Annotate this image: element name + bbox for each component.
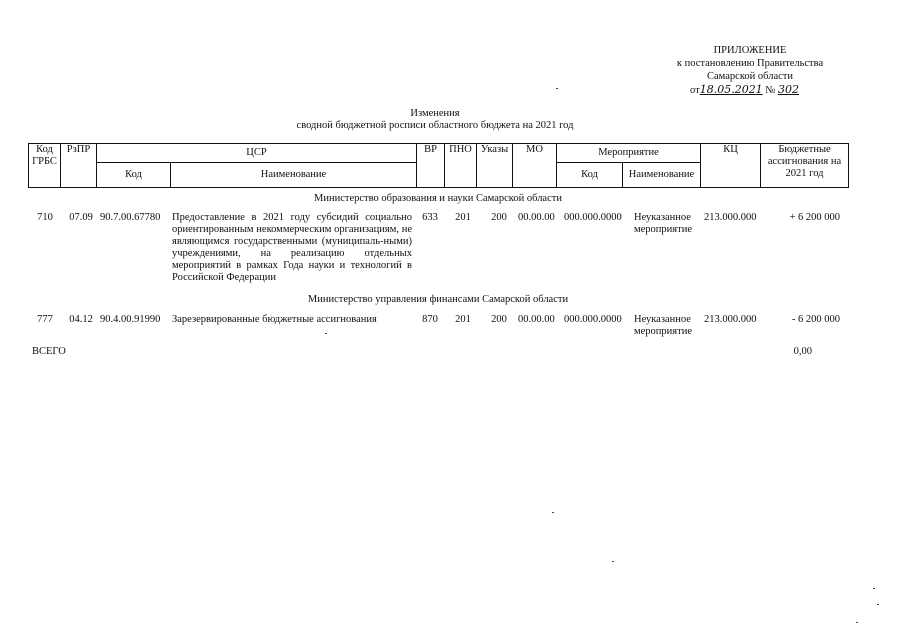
header-ukazy: Указы <box>477 144 513 188</box>
title-line-2: сводной бюджетной росписи областного бюджета на 2021 год <box>296 120 574 131</box>
cell-mo: 00.00.00 <box>518 314 555 325</box>
ministry-heading: Министерство управления финансами Самарской области <box>307 294 569 305</box>
appendix-date: 18.05.2021 <box>699 83 763 96</box>
cell-mo: 00.00.00 <box>518 212 555 223</box>
cell-name: Предоставление в 2021 году субсидий социально ориентированным некоммерческим организациям, не являющимся государственными (муниципаль-ными) учреждениями, на реализацию отдельных мероприятий в рамках Года науки и технологий в Российской Федерации <box>172 212 412 283</box>
cell-rzpr: 04.12 <box>69 314 93 325</box>
appendix-number: 302 <box>777 83 799 96</box>
cell-vr: 870 <box>422 314 438 325</box>
cell-amount: - 6 200 000 <box>791 314 840 325</box>
cell-amount: + 6 200 000 <box>789 212 840 223</box>
total-label: ВСЕГО <box>32 346 66 357</box>
appendix-region: Самарской области <box>707 71 793 82</box>
ministry-heading: Министерство образования и науки Самарской области <box>314 193 562 204</box>
scan-speck <box>612 561 614 562</box>
appendix-block <box>610 44 890 97</box>
cell-csr: 90.7.00.67780 <box>100 212 161 223</box>
table-row <box>28 212 848 292</box>
appendix-title: ПРИЛОЖЕНИЕ <box>713 45 787 56</box>
cell-name: Зарезервированные бюджетные ассигнования <box>172 314 377 325</box>
date-prefix: от <box>690 85 700 96</box>
cell-vr: 633 <box>422 212 438 223</box>
header-budget: Бюджетные ассигнования на 2021 год <box>761 144 849 188</box>
cell-mer-kod: 000.000.0000 <box>564 314 622 325</box>
table-row <box>28 314 848 340</box>
scan-speck <box>873 588 875 589</box>
header-pno: ПНО <box>445 144 477 188</box>
header-kod-grbs: Код ГРБС <box>29 144 61 188</box>
cell-csr: 90.4.00.91990 <box>100 314 161 325</box>
header-rzpr: РзПР <box>61 144 97 188</box>
number-sign: № <box>765 85 776 96</box>
header-kc: КЦ <box>701 144 761 188</box>
cell-rzpr: 07.09 <box>69 212 93 223</box>
header-mer-name: Наименование <box>623 163 701 188</box>
header-csr-name: Наименование <box>171 163 417 188</box>
total-value: 0,00 <box>793 346 812 357</box>
header-csr-kod: Код <box>97 163 171 188</box>
cell-grbs: 777 <box>37 314 53 325</box>
cell-ukazy: 200 <box>491 212 507 223</box>
cell-mer-name: Неуказанное мероприятие <box>634 314 692 337</box>
cell-pno: 201 <box>455 314 471 325</box>
cell-pno: 201 <box>455 212 471 223</box>
scan-speck <box>325 333 327 334</box>
header-meropriyatie: Мероприятие <box>557 144 701 163</box>
document-title <box>150 108 720 132</box>
appendix-subtitle: к постановлению Правительства <box>676 58 824 69</box>
header-mo: МО <box>513 144 557 188</box>
appendix-date-line <box>690 83 890 97</box>
table-header <box>28 143 849 188</box>
title-line-1: Изменения <box>410 108 460 119</box>
cell-mer-kod: 000.000.0000 <box>564 212 622 223</box>
cell-ukazy: 200 <box>491 314 507 325</box>
scan-speck <box>552 512 554 513</box>
cell-mer-name: Неуказанное мероприятие <box>634 212 692 235</box>
header-csr: ЦСР <box>97 144 417 163</box>
header-vr: ВР <box>417 144 445 188</box>
scan-speck <box>877 604 879 605</box>
scan-speck <box>856 622 858 623</box>
cell-grbs: 710 <box>37 212 53 223</box>
cell-kc: 213.000.000 <box>704 212 757 223</box>
scan-speck <box>556 88 558 89</box>
header-mer-kod: Код <box>557 163 623 188</box>
cell-kc: 213.000.000 <box>704 314 757 325</box>
